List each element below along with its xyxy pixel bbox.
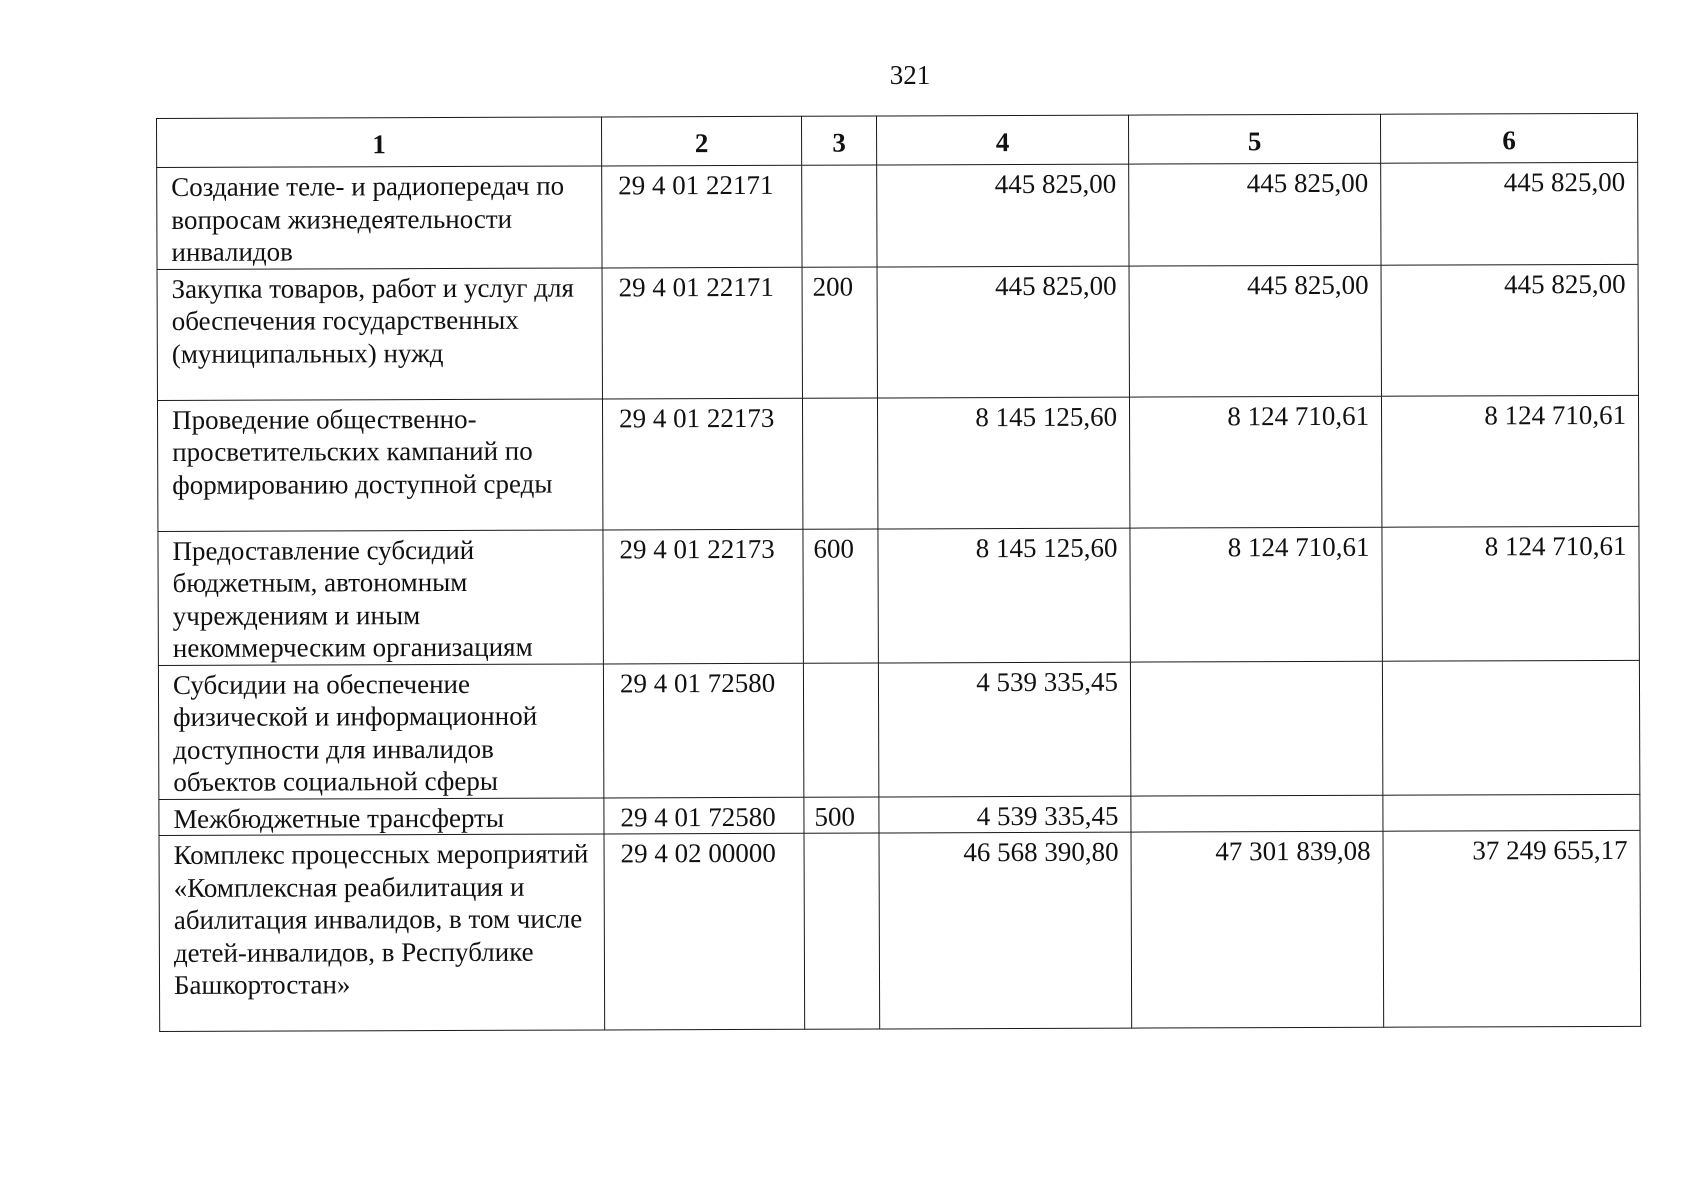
row-value-6: 8 124 710,61 xyxy=(1381,395,1638,527)
row-code: 29 4 01 22173 xyxy=(603,529,803,664)
row-value-4: 8 145 125,60 xyxy=(878,528,1130,663)
row-name: Закупка товаров, работ и услуг для обеспечения государственных (муниципальных) нужд xyxy=(157,267,602,400)
table-row xyxy=(157,264,1638,400)
row-value-4: 4 539 335,45 xyxy=(879,796,1131,833)
row-code: 29 4 01 22173 xyxy=(602,398,802,530)
row-name: Проведение общественно-просветительских кампаний по формированию доступной среды xyxy=(157,398,602,531)
row-value-5 xyxy=(1131,795,1383,832)
row-name: Комплекс процессных мероприятий «Комплексная реабилитация и абилитация инвалидов, в том числе детей-инвалидов, в Республике Башкортостан» xyxy=(159,834,605,1032)
column-header-4: 4 xyxy=(876,115,1128,165)
table-row xyxy=(158,526,1639,665)
row-value-6: 445 825,00 xyxy=(1381,162,1638,264)
budget-table xyxy=(156,113,1641,1032)
row-name: Субсидии на обеспечение физической и информационной доступности для инвалидов объектов социальной сферы xyxy=(158,663,603,799)
row-expense-type: 500 xyxy=(804,796,879,833)
table-row xyxy=(158,660,1639,799)
row-value-5: 8 124 710,61 xyxy=(1130,527,1382,662)
column-header-1: 1 xyxy=(157,117,602,168)
row-expense-type xyxy=(802,397,877,528)
row-value-6: 8 124 710,61 xyxy=(1382,526,1639,661)
table-row xyxy=(159,830,1641,1031)
row-value-5 xyxy=(1130,661,1382,796)
row-value-5: 445 825,00 xyxy=(1129,163,1381,265)
row-value-5: 8 124 710,61 xyxy=(1129,396,1381,528)
row-expense-type xyxy=(803,662,878,796)
row-value-6: 445 825,00 xyxy=(1381,264,1638,396)
row-name: Межбюджетные трансферты xyxy=(159,797,604,835)
row-code: 29 4 01 72580 xyxy=(604,797,804,834)
row-name: Предоставление субсидий бюджетным, автономным учреждениям и иным некоммерческим организациям xyxy=(158,529,603,665)
row-code: 29 4 02 00000 xyxy=(604,833,805,1030)
row-value-4: 4 539 335,45 xyxy=(878,662,1130,797)
table-header-row xyxy=(157,113,1638,167)
page-number: 321 xyxy=(889,60,931,90)
row-expense-type xyxy=(804,833,880,1029)
row-value-6 xyxy=(1382,660,1639,795)
row-value-6 xyxy=(1383,794,1640,831)
row-value-5: 47 301 839,08 xyxy=(1131,831,1384,1028)
row-expense-type xyxy=(802,165,877,267)
column-header-2: 2 xyxy=(601,116,801,166)
row-value-4: 445 825,00 xyxy=(877,266,1129,398)
row-expense-type: 200 xyxy=(802,266,877,397)
row-value-4: 445 825,00 xyxy=(877,164,1129,266)
table-row xyxy=(159,794,1640,836)
table-row xyxy=(157,162,1638,269)
row-code: 29 4 01 22171 xyxy=(602,165,802,267)
row-code: 29 4 01 72580 xyxy=(603,663,803,798)
column-header-3: 3 xyxy=(801,116,876,165)
row-value-4: 46 568 390,80 xyxy=(879,832,1132,1029)
row-code: 29 4 01 22171 xyxy=(602,267,802,399)
column-header-5: 5 xyxy=(1128,114,1380,164)
row-name: Создание теле- и радиопередач по вопросам жизнедеятельности инвалидов xyxy=(157,166,602,269)
column-header-6: 6 xyxy=(1380,113,1637,163)
row-value-5: 445 825,00 xyxy=(1129,265,1381,397)
row-value-4: 8 145 125,60 xyxy=(877,397,1129,529)
table-row xyxy=(157,395,1638,531)
row-value-6: 37 249 655,17 xyxy=(1383,830,1641,1027)
row-expense-type: 600 xyxy=(803,528,878,662)
